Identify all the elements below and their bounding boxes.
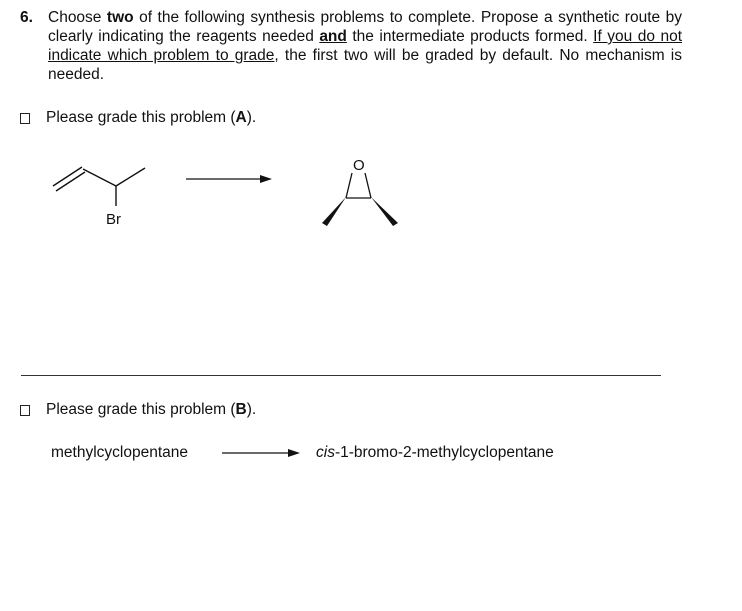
wedge-bond-right <box>371 197 398 226</box>
option-a <box>20 109 256 127</box>
question-instructions <box>48 8 682 84</box>
instr-text-4: , the first two will be graded by default. No mechanism is needed. <box>48 47 682 83</box>
checkbox-a[interactable] <box>20 113 30 124</box>
instr-emphasis-two: two <box>106 9 134 26</box>
oxygen-label: O <box>353 157 365 174</box>
option-b <box>20 401 256 419</box>
question-6 <box>20 8 682 84</box>
product-b-prefix: cis <box>316 444 335 461</box>
starting-material-alkene <box>53 167 145 206</box>
reactant-b: methylcyclopentane <box>51 444 188 461</box>
product-epoxide <box>322 157 398 226</box>
instr-text-2: of the following synthesis problems to complete. Propose a synthetic route by clearly indicating the reagents needed <box>48 9 682 45</box>
instr-text-1: Choose <box>48 9 107 26</box>
option-a-letter: A <box>235 109 247 126</box>
option-b-label <box>46 401 256 419</box>
question-number: 6. <box>20 9 33 26</box>
reaction-scheme-a <box>0 140 742 240</box>
option-b-prefix: Please grade this problem ( <box>46 401 236 418</box>
instr-emphasis-and: and <box>319 28 347 45</box>
checkbox-b[interactable] <box>20 405 30 416</box>
bromine-label: Br <box>106 211 121 228</box>
wedge-bond-left <box>322 197 346 226</box>
instr-underlined-warning: If you do not indicate which problem to grade <box>48 28 683 64</box>
reaction-arrow-b <box>220 445 304 461</box>
product-b-rest: -1-bromo-2-methylcyclopentane <box>334 444 554 461</box>
section-divider <box>21 375 661 376</box>
reaction-arrow-a <box>186 175 272 183</box>
option-a-label <box>46 109 256 127</box>
option-b-letter: B <box>235 401 247 418</box>
option-a-suffix: ). <box>246 109 257 126</box>
option-a-prefix: Please grade this problem ( <box>46 109 236 126</box>
product-b <box>316 444 554 462</box>
option-b-suffix: ). <box>246 401 257 418</box>
instr-text-3: the intermediate products formed. <box>346 28 594 45</box>
